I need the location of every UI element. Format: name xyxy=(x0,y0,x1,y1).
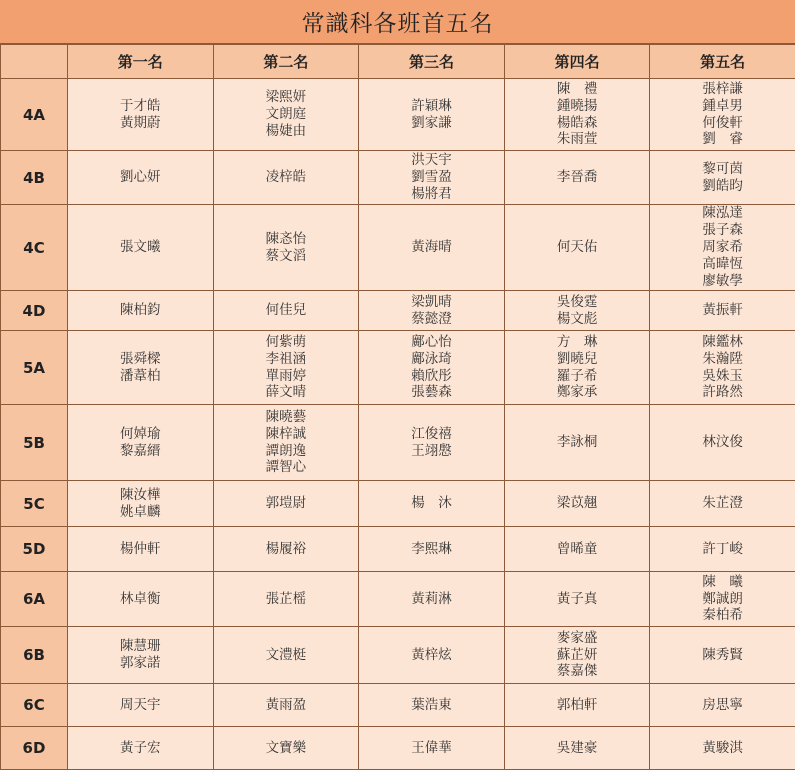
student-name: 張芷榣 xyxy=(265,590,307,607)
table-row xyxy=(1,727,795,770)
student-names xyxy=(650,647,795,664)
class-label: 4A xyxy=(1,79,68,151)
rank-5-cell xyxy=(650,684,795,727)
header-rank-2: 第二名 xyxy=(213,45,359,79)
student-name: 文澧梃 xyxy=(265,646,307,663)
student-names xyxy=(505,81,650,149)
rank-4-cell xyxy=(504,291,650,331)
student-names xyxy=(505,495,650,512)
student-names xyxy=(359,239,504,256)
rank-4-cell xyxy=(504,79,650,151)
rank-4-cell xyxy=(504,627,650,684)
student-name: 江俊禧 xyxy=(411,425,452,442)
rank-5-cell xyxy=(650,79,795,151)
student-name: 何婥瑜 xyxy=(120,425,161,442)
student-names xyxy=(68,697,213,714)
student-name: 周天宇 xyxy=(120,696,161,713)
student-name: 黃期蔚 xyxy=(120,114,161,131)
student-names xyxy=(359,740,504,757)
rank-3-cell xyxy=(359,481,505,527)
student-name: 于才皓 xyxy=(120,97,161,114)
class-label: 6A xyxy=(1,572,68,627)
student-name: 張藝森 xyxy=(411,384,452,401)
student-name: 鄭誠朗 xyxy=(702,590,743,607)
corner-cell xyxy=(1,45,68,79)
student-name: 張舜樑 xyxy=(120,350,161,367)
rank-5-cell xyxy=(650,205,795,291)
student-name: 廖敏學 xyxy=(702,272,743,289)
student-names xyxy=(214,697,359,714)
student-name: 黃子真 xyxy=(556,590,598,607)
student-names xyxy=(505,630,650,681)
student-names xyxy=(68,638,213,672)
rank-2-cell xyxy=(213,727,359,770)
rank-5-cell xyxy=(650,291,795,331)
student-name: 楊 沐 xyxy=(411,495,452,512)
student-names xyxy=(359,294,504,328)
rank-5-cell xyxy=(650,627,795,684)
student-name: 楊文彪 xyxy=(556,310,598,327)
class-label: 6B xyxy=(1,627,68,684)
student-names xyxy=(68,169,213,186)
header-rank-1: 第一名 xyxy=(68,45,214,79)
student-names xyxy=(214,302,359,319)
student-name: 陳梓誠 xyxy=(265,425,307,442)
student-names xyxy=(505,541,650,558)
class-label: 5B xyxy=(1,405,68,481)
student-names xyxy=(214,334,359,402)
rank-3-cell xyxy=(359,331,505,405)
rank-3-cell xyxy=(359,627,505,684)
student-name: 譚朗逸 xyxy=(265,442,307,459)
student-name: 鄺泳琦 xyxy=(411,350,452,367)
student-name: 劉 睿 xyxy=(702,131,743,148)
student-name: 劉曉兒 xyxy=(556,350,598,367)
student-names xyxy=(650,495,795,512)
rank-2-cell xyxy=(213,331,359,405)
student-name: 何天佑 xyxy=(556,239,598,256)
rank-2-cell xyxy=(213,405,359,481)
student-name: 李晉喬 xyxy=(556,169,598,186)
student-name: 黃海晴 xyxy=(411,239,452,256)
student-name: 陳忞怡 xyxy=(265,230,307,247)
rank-3-cell xyxy=(359,79,505,151)
table-row xyxy=(1,291,795,331)
student-name: 劉皓昀 xyxy=(702,177,743,194)
student-names xyxy=(505,740,650,757)
student-name: 黃駿淇 xyxy=(702,739,743,756)
student-name: 朱瀚陞 xyxy=(702,350,743,367)
student-names xyxy=(650,81,795,149)
student-name: 李詠桐 xyxy=(556,434,598,451)
rank-4-cell xyxy=(504,572,650,627)
student-name: 陳柏鈞 xyxy=(120,302,161,319)
student-name: 秦柏希 xyxy=(702,607,743,624)
rank-3-cell xyxy=(359,405,505,481)
table-row xyxy=(1,527,795,572)
student-names xyxy=(68,426,213,460)
student-names xyxy=(68,740,213,757)
student-name: 何佳兒 xyxy=(265,302,307,319)
student-name: 梁熙妍 xyxy=(265,89,307,106)
student-name: 林卓衡 xyxy=(120,590,161,607)
class-label: 4D xyxy=(1,291,68,331)
student-names xyxy=(214,231,359,265)
class-label: 6C xyxy=(1,684,68,727)
student-name: 楊履裕 xyxy=(265,540,307,557)
student-name: 曾晞童 xyxy=(556,540,598,557)
student-name: 葉浩東 xyxy=(411,696,452,713)
student-name: 黃莉淋 xyxy=(411,590,452,607)
table-row xyxy=(1,79,795,151)
student-names xyxy=(214,647,359,664)
student-name: 蔡文滔 xyxy=(265,247,307,264)
rank-5-cell xyxy=(650,405,795,481)
student-name: 陳曉藝 xyxy=(265,408,307,425)
student-names xyxy=(650,574,795,625)
student-name: 陳秀賢 xyxy=(702,646,743,663)
student-names xyxy=(650,334,795,402)
rank-3-cell xyxy=(359,684,505,727)
student-name: 劉雪盈 xyxy=(411,169,452,186)
rank-2-cell xyxy=(213,79,359,151)
student-name: 蔡嘉傑 xyxy=(556,663,598,680)
student-name: 黃振軒 xyxy=(702,302,743,319)
table-row xyxy=(1,627,795,684)
ranking-table xyxy=(0,44,795,770)
student-name: 羅子希 xyxy=(556,367,598,384)
page-title: 常識科各班首五名 xyxy=(0,0,795,44)
student-name: 鄭家承 xyxy=(556,384,598,401)
student-name: 陳 曦 xyxy=(702,573,743,590)
student-names xyxy=(359,495,504,512)
class-label: 4B xyxy=(1,151,68,205)
rank-2-cell xyxy=(213,291,359,331)
student-name: 李熙琳 xyxy=(411,540,452,557)
student-name: 黃雨盈 xyxy=(265,696,307,713)
student-name: 單雨婷 xyxy=(265,367,307,384)
student-name: 許穎琳 xyxy=(411,97,452,114)
student-names xyxy=(68,351,213,385)
student-names xyxy=(68,591,213,608)
student-names xyxy=(650,161,795,195)
table-row xyxy=(1,205,795,291)
rank-1-cell xyxy=(68,331,214,405)
student-name: 劉心妍 xyxy=(120,169,161,186)
student-name: 黎可茵 xyxy=(702,160,743,177)
rank-4-cell xyxy=(504,727,650,770)
student-names xyxy=(505,169,650,186)
class-label: 5D xyxy=(1,527,68,572)
student-names xyxy=(650,740,795,757)
header-rank-3: 第三名 xyxy=(359,45,505,79)
student-name: 洪天宇 xyxy=(411,152,452,169)
table-row xyxy=(1,331,795,405)
student-name: 何紫萌 xyxy=(265,333,307,350)
rank-5-cell xyxy=(650,727,795,770)
rank-2-cell xyxy=(213,527,359,572)
rank-1-cell xyxy=(68,79,214,151)
student-name: 吳俊霆 xyxy=(556,293,598,310)
rank-3-cell xyxy=(359,291,505,331)
rank-1-cell xyxy=(68,205,214,291)
student-name: 高暐恆 xyxy=(702,255,743,272)
student-names xyxy=(359,591,504,608)
student-name: 何俊軒 xyxy=(702,114,743,131)
student-name: 蘇芷妍 xyxy=(556,646,598,663)
student-name: 王翊慇 xyxy=(411,442,452,459)
student-name: 方 琳 xyxy=(556,333,598,350)
student-name: 凌梓皓 xyxy=(265,169,307,186)
student-names xyxy=(505,239,650,256)
student-name: 陳鑑林 xyxy=(702,333,743,350)
student-name: 姚卓麟 xyxy=(120,503,161,520)
student-names xyxy=(505,334,650,402)
student-name: 鄺心怡 xyxy=(411,333,452,350)
student-names xyxy=(214,740,359,757)
student-name: 張子森 xyxy=(702,222,743,239)
student-name: 郭柏軒 xyxy=(556,696,598,713)
student-names xyxy=(68,239,213,256)
student-name: 陳汝樺 xyxy=(120,486,161,503)
rank-3-cell xyxy=(359,527,505,572)
student-name: 黃子宏 xyxy=(120,739,161,756)
student-name: 潘葦柏 xyxy=(120,367,161,384)
rank-4-cell xyxy=(504,151,650,205)
table-body xyxy=(1,79,795,770)
rank-2-cell xyxy=(213,572,359,627)
header-rank-5: 第五名 xyxy=(650,45,795,79)
student-name: 張文曦 xyxy=(120,239,161,256)
student-name: 吳建豪 xyxy=(556,739,598,756)
table-row xyxy=(1,572,795,627)
rank-4-cell xyxy=(504,331,650,405)
rank-5-cell xyxy=(650,151,795,205)
student-names xyxy=(505,697,650,714)
student-names xyxy=(359,647,504,664)
table-row xyxy=(1,684,795,727)
student-names xyxy=(68,98,213,132)
student-names xyxy=(359,697,504,714)
rank-1-cell xyxy=(68,627,214,684)
student-name: 張梓謙 xyxy=(702,80,743,97)
student-name: 楊將君 xyxy=(411,185,452,202)
rank-5-cell xyxy=(650,331,795,405)
student-names xyxy=(214,541,359,558)
student-name: 楊皓森 xyxy=(556,114,598,131)
student-names xyxy=(650,205,795,290)
student-name: 譚智心 xyxy=(265,459,307,476)
rank-3-cell xyxy=(359,205,505,291)
student-name: 文寶樂 xyxy=(265,739,307,756)
rank-3-cell xyxy=(359,727,505,770)
rank-2-cell xyxy=(213,151,359,205)
student-names xyxy=(650,302,795,319)
rank-4-cell xyxy=(504,684,650,727)
rank-5-cell xyxy=(650,572,795,627)
student-names xyxy=(68,302,213,319)
student-name: 周家希 xyxy=(702,239,743,256)
header-row xyxy=(1,45,795,79)
student-name: 陳泓達 xyxy=(702,205,743,222)
student-name: 朱雨萱 xyxy=(556,131,598,148)
student-names xyxy=(214,169,359,186)
student-names xyxy=(214,591,359,608)
rank-1-cell xyxy=(68,481,214,527)
rank-4-cell xyxy=(504,481,650,527)
student-name: 許丁峻 xyxy=(702,540,743,557)
rank-4-cell xyxy=(504,405,650,481)
rank-5-cell xyxy=(650,481,795,527)
student-names xyxy=(359,152,504,203)
student-name: 郭家諾 xyxy=(120,655,161,671)
student-name: 鍾曉揚 xyxy=(556,97,598,114)
student-name: 麥家盛 xyxy=(556,629,598,646)
rank-2-cell xyxy=(213,627,359,684)
student-name: 賴欣彤 xyxy=(411,367,452,384)
rank-2-cell xyxy=(213,205,359,291)
student-name: 楊婕由 xyxy=(265,122,307,139)
student-name: 吳姝玉 xyxy=(702,367,743,384)
student-name: 蔡懿澄 xyxy=(411,310,452,327)
student-names xyxy=(214,495,359,512)
student-names xyxy=(650,697,795,714)
student-name: 黎嘉縉 xyxy=(120,442,161,459)
rank-4-cell xyxy=(504,527,650,572)
class-label: 5C xyxy=(1,481,68,527)
rank-1-cell xyxy=(68,527,214,572)
student-names xyxy=(214,89,359,140)
rank-1-cell xyxy=(68,684,214,727)
class-label: 4C xyxy=(1,205,68,291)
student-name: 梁凱晴 xyxy=(411,293,452,310)
student-name: 王偉華 xyxy=(411,739,452,756)
rank-1-cell xyxy=(68,727,214,770)
class-label: 6D xyxy=(1,727,68,770)
student-names xyxy=(650,434,795,451)
student-names xyxy=(359,541,504,558)
student-name: 陳慧珊 xyxy=(120,638,161,655)
header-rank-4: 第四名 xyxy=(504,45,650,79)
rank-1-cell xyxy=(68,291,214,331)
student-name: 李祖涵 xyxy=(265,350,307,367)
student-names xyxy=(68,487,213,521)
student-name: 鍾卓男 xyxy=(702,97,743,114)
student-name: 楊仲軒 xyxy=(120,540,161,557)
rank-3-cell xyxy=(359,572,505,627)
student-name: 朱芷澄 xyxy=(702,495,743,512)
student-names xyxy=(68,541,213,558)
student-name: 許路然 xyxy=(702,384,743,401)
rank-5-cell xyxy=(650,527,795,572)
student-names xyxy=(359,334,504,402)
rank-2-cell xyxy=(213,684,359,727)
rank-4-cell xyxy=(504,205,650,291)
student-name: 文朗庭 xyxy=(265,106,307,123)
table-row xyxy=(1,405,795,481)
rank-3-cell xyxy=(359,151,505,205)
student-names xyxy=(359,98,504,132)
student-name: 黃梓炫 xyxy=(411,646,452,663)
rank-1-cell xyxy=(68,572,214,627)
rank-2-cell xyxy=(213,481,359,527)
student-name: 劉家謙 xyxy=(411,114,452,131)
student-names xyxy=(214,409,359,477)
table-row xyxy=(1,481,795,527)
student-name: 薛文晴 xyxy=(265,384,307,401)
student-name: 梁苡翹 xyxy=(556,495,598,512)
rank-1-cell xyxy=(68,151,214,205)
student-name: 陳 禮 xyxy=(556,80,598,97)
student-name: 房思寧 xyxy=(702,696,743,713)
student-names xyxy=(359,426,504,460)
rank-1-cell xyxy=(68,405,214,481)
student-names xyxy=(505,294,650,328)
student-names xyxy=(505,434,650,451)
student-name: 林汶俊 xyxy=(702,434,743,451)
student-names xyxy=(650,541,795,558)
student-names xyxy=(505,591,650,608)
student-name: 郭塏尉 xyxy=(265,495,307,512)
table-row xyxy=(1,151,795,205)
class-label: 5A xyxy=(1,331,68,405)
